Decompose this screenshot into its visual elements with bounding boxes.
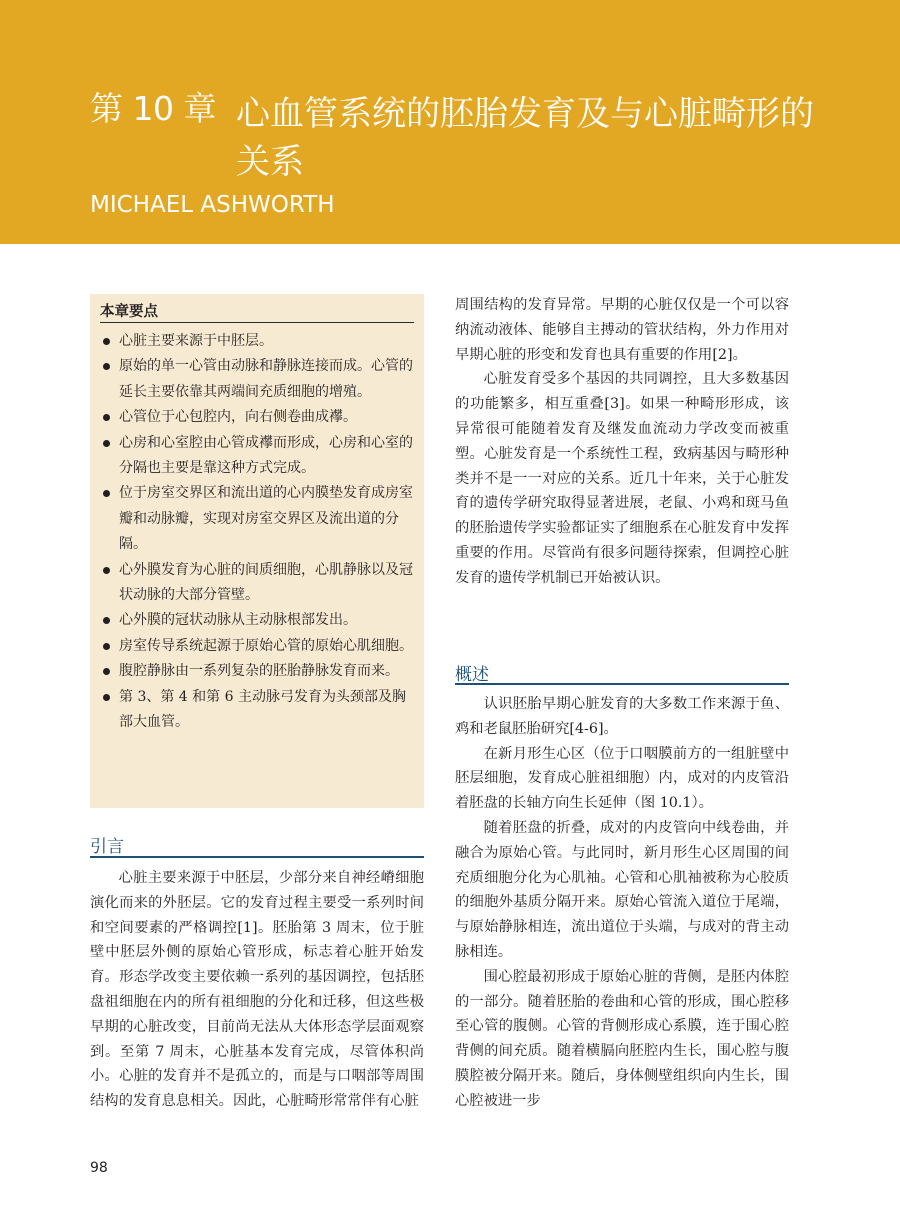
genetics-paragraph: 心脏发育受多个基因的共同调控，且大多数基因的功能繁多，相互重叠[3]。如果一种畸形形成，该异常很可能随着发育及继发血流动力学改变而被重塑。心脏发育是一个系统性工程，致病基因与畸形种类并不是一一对应的关系。近几十年来，关于心脏发育的遗传学研究取得显著进展，老鼠、小鸡和斑马鱼的胚胎遗传学实验都证实了细胞系在心脏发育中发挥重要的作用。尽管尚有很多问题待探索，但调控心脏发育的遗传学机制已开始被认识。 — [455, 371, 789, 586]
overview-paragraph-3: 随着胚盘的折叠，成对的内皮管向中线卷曲，并融合为原始心管。与此同时，新月形生心区周围的间充质细胞分化为心肌袖。心管和心肌袖被称为心胶质的细胞外基质分隔开来。原始心管流入道位于尾端，与原始静脉相连，流出道位于头端，与成对的背主动脉相连。 — [455, 819, 789, 960]
key-points-list — [100, 329, 418, 736]
chapter-author: MICHAEL ASHWORTH — [90, 192, 335, 218]
key-point-item: 心外膜发育为心脏的间质细胞，心肌静脉以及冠状动脉的大部分管壁。 — [100, 558, 418, 609]
page-number: 98 — [90, 1160, 108, 1176]
continued-paragraph: 周围结构的发育异常。早期的心脏仅仅是一个可以容纳流动液体、能够自主搏动的管状结构，外力作用对早期心脏的形变和发育也具有重要的作用[2]。 — [455, 297, 789, 363]
overview-section-title: 概述 — [455, 665, 489, 685]
key-point-item: 原始的单一心管由动脉和静脉连接而成。心管的延长主要依靠其两端间充质细胞的增殖。 — [100, 354, 418, 405]
right-column-top — [455, 293, 789, 591]
key-point-item: 心房和心室腔由心管成襻而形成，心房和心室的分隔也主要是靠这种方式完成。 — [100, 431, 418, 482]
intro-paragraph: 心脏主要来源于中胚层，少部分来自神经嵴细胞演化而来的外胚层。它的发育过程主要受一系列时间和空间要素的严格调控[1]。胚胎第 3 周末，位于脏壁中胚层外侧的原始心管形成，标志着心脏开始发育。形态学改变主要依赖一系列的基因调控，包括胚盘祖细胞在内的所有祖细胞的分化和迁移，但这些极早期的心脏改变，目前尚无法从大体形态学层面观察到。至第 7 周末，心脏基本发育完成，尽管体积尚小。心脏的发育并不是孤立的，而是与口咽部等周围结构的发育息息相关。因此，心脏畸形常常伴有心脏 — [90, 870, 424, 1110]
key-points-divider — [100, 322, 414, 323]
key-points-title: 本章要点 — [100, 304, 158, 320]
overview-paragraph-1: 认识胚胎早期心脏发育的大多数工作来源于鱼、鸡和老鼠胚胎研究[4-6]。 — [455, 696, 789, 737]
intro-section-title: 引言 — [90, 837, 124, 857]
key-point-item: 位于房室交界区和流出道的心内膜垫发育成房室瓣和动脉瓣，实现对房室交界区及流出道的分隔。 — [100, 481, 418, 557]
key-point-item: 心脏主要来源于中胚层。 — [100, 329, 418, 354]
key-point-item: 第 3、第 4 和第 6 主动脉弓发育为头颈部及胸部大血管。 — [100, 685, 418, 736]
key-point-item: 腹腔静脉由一系列复杂的胚胎静脉发育而来。 — [100, 659, 418, 684]
key-point-item: 心外膜的冠状动脉从主动脉根部发出。 — [100, 608, 418, 633]
key-point-item: 心管位于心包腔内，向右侧卷曲成襻。 — [100, 405, 418, 430]
overview-text — [455, 692, 789, 1114]
chapter-title: 心血管系统的胚胎发育及与心脏畸形的关系 — [236, 94, 814, 182]
overview-paragraph-2: 在新月形生心区（位于口咽膜前方的一组脏壁中胚层细胞，发育成心脏祖细胞）内，成对的内皮管沿着胚盘的长轴方向生长延伸（图 10.1）。 — [455, 745, 789, 812]
intro-section-rule — [90, 856, 424, 858]
overview-paragraph-4: 围心腔最初形成于原始心脏的背侧，是胚内体腔的一部分。随着胚胎的卷曲和心管的形成，围心腔移至心管的腹侧。心管的背侧形成心系膜，连于围心腔背侧的间充质。随着横膈向胚腔内生长，围心腔与腹膜腔被分隔开来。随后，身体侧壁组织向内生长，围心腔被进一步 — [455, 968, 789, 1109]
chapter-label: 第 10 章 — [90, 89, 216, 128]
key-point-item: 房室传导系统起源于原始心管的原始心肌细胞。 — [100, 634, 418, 659]
intro-text — [90, 866, 424, 1114]
overview-section-rule — [455, 683, 789, 685]
